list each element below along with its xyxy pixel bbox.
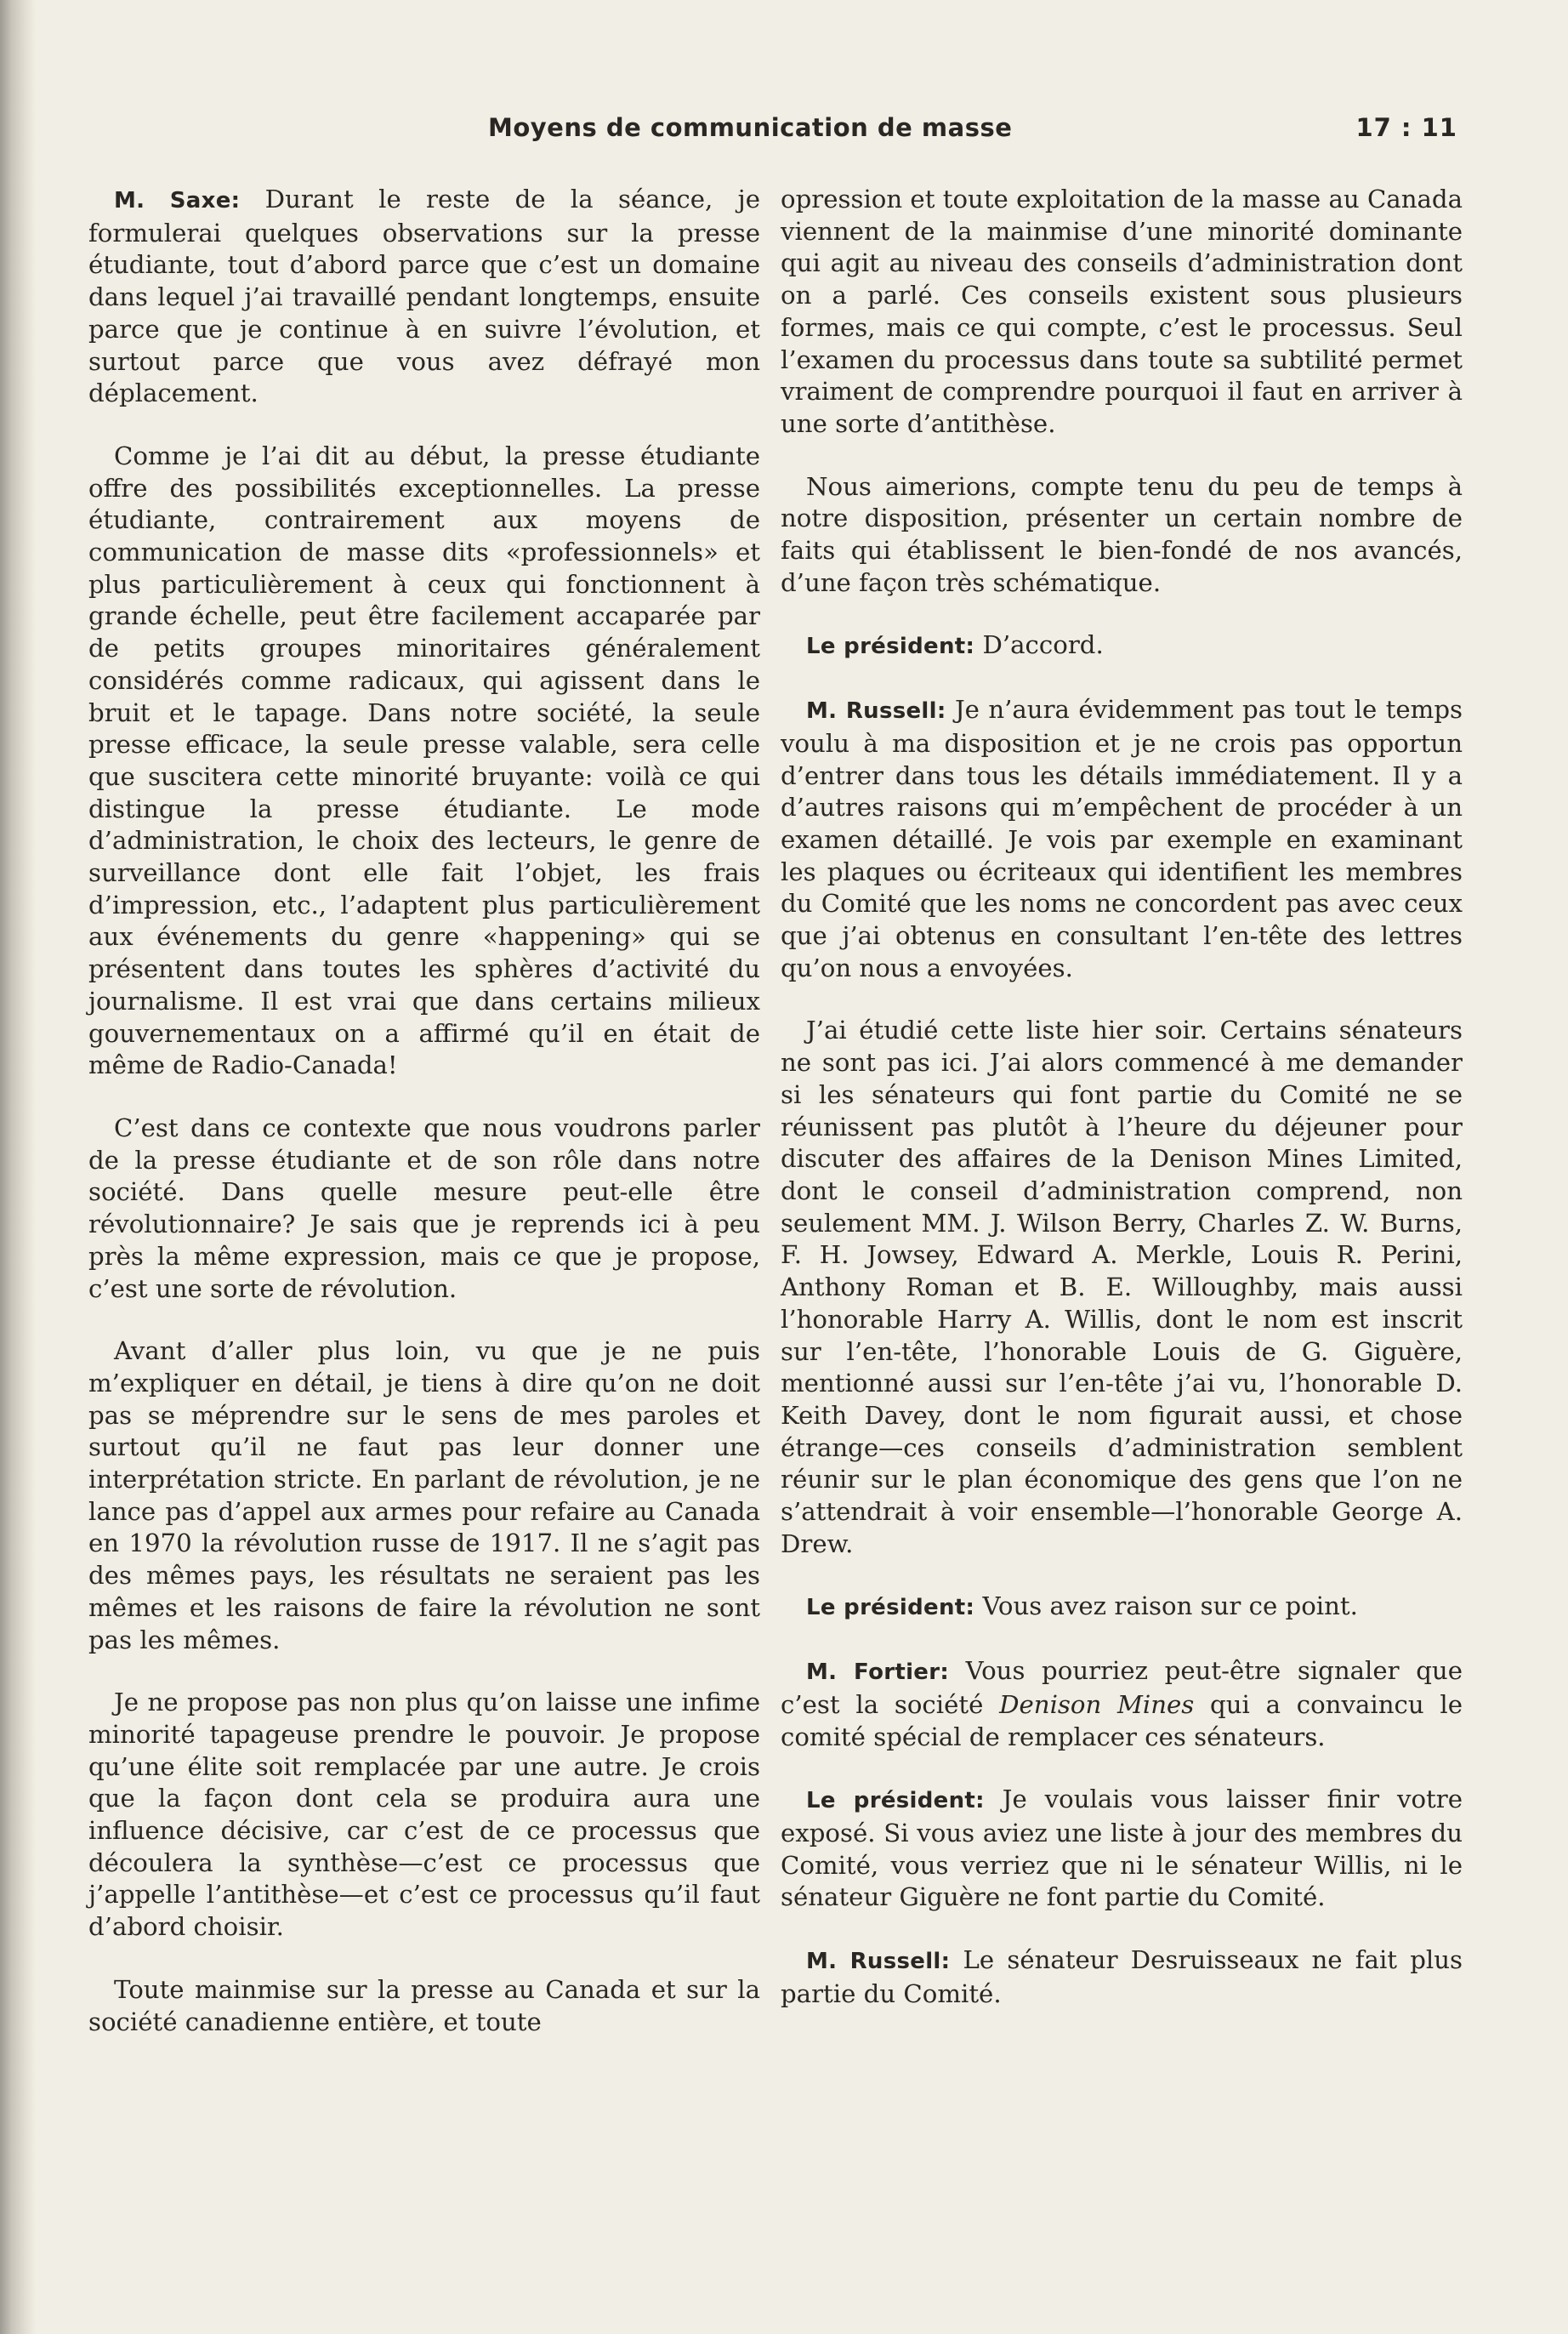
paragraph: J’ai étudié cette liste hier soir. Certains sénateurs ne sont pas ici. J’ai alors commencé à me demander si les sénateurs qui font partie du Comité ne se réunissent pas plutôt à l’heure du déjeuner pour discuter des affaires de la Denison Mines Limited, dont le conseil d’administration comprend, non seulement MM. J. Wilson Berry, Charles Z. W. Burns, F. H. Jowsey, Edward A. Merkle, Louis R. Perini, Anthony Roman et B. E. Willoughby, mais aussi l’honorable Harry A. Willis, dont le nom est inscrit sur l’en-tête, l’honorable Louis de G. Giguère, mentionné aussi sur l’en-tête j’ai vu, l’honorable D. Keith Davey, dont le nom figurait aussi, et chose étrange—ces conseils d’administration semblent réunir sur le plan économique des gens que l’on ne s’attendrait à voir ensemble—l’honorable George A. Drew. [781,1016,1463,1558]
paragraph: Avant d’aller plus loin, vu que je ne puis m’expliquer en détail, je tiens à dire qu’on ne doit pas se méprendre sur le sens de mes paroles et surtout qu’il ne faut pas leur donner une interprétation stricte. En parlant de révolution, je ne lance pas d’appel aux armes pour refaire au Canada en 1970 la révolution russe de 1917. Il ne s’agit pas des mêmes pays, les résultats ne seraient pas les mêmes et les raisons de faire la révolution ne sont pas les mêmes. [88,1336,760,1654]
speaker-label: Le président: [806,1788,985,1814]
company-name: Denison Mines [999,1689,1195,1719]
paragraph [781,1591,1463,1625]
paragraph: Nous aimerions, compte tenu du peu de temps à notre disposition, présenter un certain nombre de faits qui établissent le bien-fondé de nos avancés, d’une façon très schématique. [781,471,1463,597]
speaker-label: Le président: [806,1595,975,1621]
paragraph-text: Vous pourriez peut-être signaler que c’est la société [781,1656,1463,1719]
speaker-label: Le président: [806,634,975,660]
paragraph-text: Je n’aura évidemment pas tout le temps voulu à ma disposition et je ne crois pas opportun d’entrer dans tous les détails immédiatement. Il y a d’autres raisons qui m’empêchent de procéder à un examen détaillé. Je vois par exemple en examinant les plaques ou écriteaux qui identifient les membres du Comité que les noms ne concordent pas avec ceux que j’ai obtenus en consultant l’en-tête des lettres qu’on nous a envoyées. [781,695,1463,982]
page-number: 17 : 11 [1355,113,1457,142]
speaker-label: M. Russell: [806,698,946,725]
paragraph [781,629,1463,663]
paragraph-continued: opression et toute exploitation de la masse au Canada viennent de la mainmise d’une minorité dominante qui agit au niveau des conseils d’administration dont on a parlé. Ces conseils existent sous plusieurs formes, mais ce qui compte, c’est le processus. Seul l’examen du processus dans toute sa subtilité permet vraiment de comprendre pourquoi il faut en arriver à une sorte d’antithèse. [781,185,1463,438]
paragraph-text: Le sénateur Desruisseaux ne fait plus partie du Comité. [781,1945,1463,2008]
paragraph-text: Vous avez raison sur ce point. [974,1591,1358,1621]
right-column [781,184,1463,2041]
paragraph [88,184,760,410]
paragraph-text: Je voulais vous laisser finir votre exposé. Si vous aviez une liste à jour des membres du Comité, vous verriez que ni le sénateur Willis, ni le sénateur Giguère ne font partie du Comité. [781,1785,1463,1912]
paragraph [781,1944,1463,2010]
page-header [488,113,1457,147]
paragraph [781,1784,1463,1914]
speaker-label: M. Fortier: [806,1659,950,1686]
page-binding-edge [0,0,36,2334]
paragraph [781,1655,1463,1753]
paragraph: Toute mainmise sur la presse au Canada et sur la société canadienne entière, et toute [88,1974,760,2036]
paragraph-text: Durant le reste de la séance, je formulerai quelques observations sur la presse étudiante, tout d’abord parce que c’est un domaine dans lequel j’ai travaillé pendant longtemps, ensuite parce que je continue à en suivre l’évolution, et surtout parce que vous avez défrayé mon déplacement. [88,185,760,408]
paragraph: Je ne propose pas non plus qu’on laisse une infime minorité tapageuse prendre le pouvoir. Je propose qu’une élite soit remplacée par une autre. Je crois que la façon dont cela se produira aura une influence décisive, car c’est de ce processus que découlera la synthèse—c’est ce processus que j’appelle l’antithèse—et c’est ce processus qu’il faut d’abord choisir. [88,1688,760,1942]
paragraph-text: qui a convaincu le comité spécial de remplacer ces sénateurs. [781,1689,1463,1751]
paragraph: Comme je l’ai dit au début, la presse étudiante offre des possibilités exceptionnelles. La presse étudiante, contrairement aux moyens de communication de masse dits «professionnels» et plus particulièrement à ceux qui fonctionnent à grande échelle, peut être facilement accaparée par de petits groupes minoritaires généralement considérés comme radicaux, qui agissent dans le bruit et le tapage. Dans notre société, la seule presse efficace, la seule presse valable, sera celle que suscitera cette minorité bruyante: voilà ce qui distingue la presse étudiante. Le mode d’administration, le choix des lecteurs, le genre de surveillance dont elle fait l’objet, les frais d’impression, etc., l’adaptent plus particulièrement aux événements du genre «happening» qui se présentent dans toutes les sphères d’activité du journalisme. Il est vrai que dans certains milieux gouvernementaux on a affirmé qu’il en était de même de Radio-Canada! [88,441,760,1080]
paragraph-text: D’accord. [974,630,1104,660]
left-column [88,184,760,2069]
running-title: Moyens de communication de masse [488,113,1013,142]
speaker-label: M. Russell: [806,1949,951,1975]
paragraph [781,694,1463,984]
speaker-label: M. Saxe: [114,188,241,213]
paragraph: C’est dans ce contexte que nous voudrons parler de la presse étudiante et de son rôle dans notre société. Dans quelle mesure peut-elle être révolutionnaire? Je sais que je reprends ici à peu près la même expression, mais ce que je propose, c’est une sorte de révolution. [88,1113,760,1303]
